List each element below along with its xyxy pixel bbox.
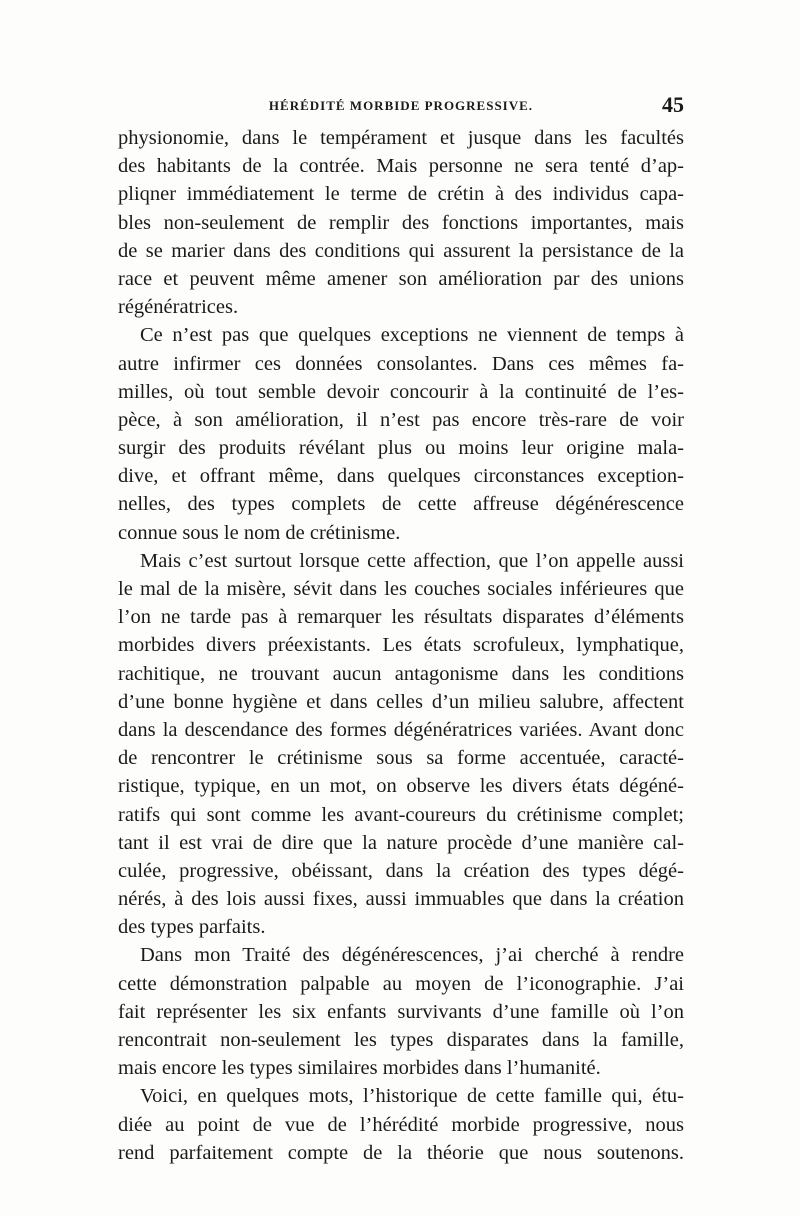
text-line: cette démonstration palpable au moyen de l’iconographie. J’ai bbox=[118, 972, 684, 995]
text-line: Voici, en quelques mots, l’historique de cette famille qui, étu- bbox=[140, 1085, 684, 1108]
text-line: nérés, à des lois aussi fixes, aussi immuables que dans la création bbox=[118, 888, 684, 911]
body-text bbox=[118, 124, 684, 1167]
paragraph bbox=[118, 941, 684, 1082]
text-line: d’une bonne hygiène et dans celles d’un milieu salubre, affectent bbox=[118, 690, 684, 713]
text-line: fait représenter les six enfants survivants d’une famille où l’on bbox=[118, 1000, 684, 1023]
text-line: connue sous le nom de crétinisme. bbox=[118, 521, 401, 544]
text-line: le mal de la misère, sévit dans les couches sociales inférieures que bbox=[118, 578, 684, 600]
text-line: morbides divers préexistants. Les états scrofuleux, lymphatique, bbox=[118, 634, 684, 657]
text-line: de se marier dans des conditions qui assurent la persistance de la bbox=[118, 239, 684, 262]
text-line: dive, et offrant même, dans quelques circonstances exception- bbox=[118, 465, 684, 488]
text-line: Mais c’est surtout lorsque cette affection, que l’on appelle aussi bbox=[140, 549, 684, 572]
text-line: bles non-seulement de remplir des fonctions importantes, mais bbox=[118, 211, 684, 234]
text-line: rachitique, ne trouvant aucun antagonisme dans les conditions bbox=[118, 662, 684, 685]
text-line: ristique, typique, en un mot, on observe les divers états dégéné- bbox=[118, 775, 684, 798]
text-line: surgir des produits révélant plus ou moins leur origine mala- bbox=[118, 437, 684, 460]
text-line: de rencontrer le crétinisme sous sa forme accentuée, caracté- bbox=[118, 747, 684, 770]
running-title: HÉRÉDITÉ MORBIDE PROGRESSIVE. bbox=[268, 98, 534, 113]
text-line: régénératrices. bbox=[118, 296, 239, 319]
text-line: pliqner immédiatement le terme de crétin à des individus capa- bbox=[118, 183, 684, 206]
running-head bbox=[118, 92, 684, 122]
text-line: dans la descendance des formes dégénératrices variées. Avant donc bbox=[118, 718, 684, 741]
text-line: Ce n’est pas que quelques exceptions ne viennent de temps à bbox=[140, 324, 684, 347]
text-line: physionomie, dans le tempérament et jusque dans les facultés bbox=[118, 127, 684, 149]
paragraph bbox=[118, 124, 684, 321]
text-line: diée au point de vue de l’hérédité morbide progressive, nous bbox=[118, 1113, 684, 1136]
text-line: pèce, à son amélioration, il n’est pas encore très-rare de voir bbox=[118, 408, 684, 431]
text-line: rend parfaitement compte de la théorie que nous soutenons. bbox=[118, 1141, 684, 1164]
page-number: 45 bbox=[662, 92, 684, 117]
text-line: l’on ne tarde pas à remarquer les résultats disparates d’éléments bbox=[118, 606, 684, 629]
text-line: culée, progressive, obéissant, dans la création des types dégé- bbox=[118, 859, 684, 882]
text-line: nelles, des types complets de cette affreuse dégénérescence bbox=[118, 493, 684, 516]
text-line: rencontrait non-seulement les types disparates dans la famille, bbox=[118, 1029, 684, 1051]
text-line: Dans mon Traité des dégénérescences, j’ai cherché à rendre bbox=[140, 944, 684, 967]
text-line: milles, où tout semble devoir concourir à la continuité de l’es- bbox=[118, 380, 684, 403]
text-line: ratifs qui sont comme les avant-coureurs du crétinisme complet; bbox=[118, 803, 684, 826]
text-line: tant il est vrai de dire que la nature procède d’une manière cal- bbox=[118, 831, 684, 854]
paragraph bbox=[118, 1082, 684, 1167]
text-line: mais encore les types similaires morbides dans l’humanité. bbox=[118, 1057, 601, 1080]
text-line: des habitants de la contrée. Mais personne ne sera tenté d’ap- bbox=[118, 155, 684, 178]
text-line: autre infirmer ces données consolantes. Dans ces mêmes fa- bbox=[118, 352, 684, 375]
paragraph bbox=[118, 321, 684, 547]
text-line: race et peuvent même amener son amélioration par des unions bbox=[118, 267, 684, 290]
text-line: des types parfaits. bbox=[118, 916, 266, 939]
paragraph bbox=[118, 547, 684, 942]
